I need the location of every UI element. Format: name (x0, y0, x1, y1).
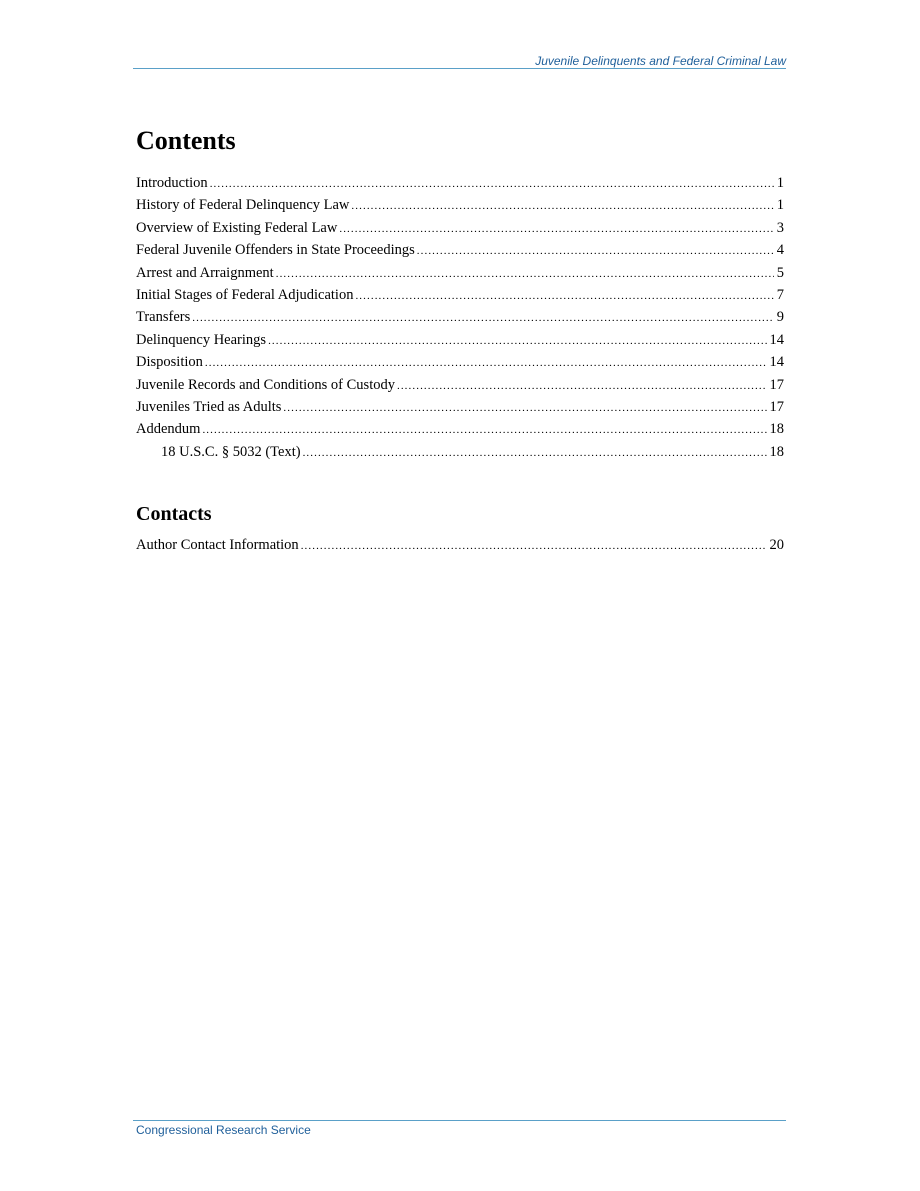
toc-leader-dots (351, 197, 773, 215)
toc-entry-label: Juveniles Tried as Adults (136, 398, 282, 415)
contacts-list (136, 536, 784, 558)
toc-entry-initial-stages[interactable] (136, 286, 784, 308)
footer-publisher: Congressional Research Service (136, 1123, 311, 1137)
toc-page-number: 4 (776, 242, 784, 259)
toc-page-number: 5 (776, 264, 784, 281)
toc-leader-dots (283, 399, 766, 417)
toc-entry-introduction[interactable] (136, 174, 784, 196)
toc-entry-label: Initial Stages of Federal Adjudication (136, 286, 354, 303)
toc-leader-dots (417, 242, 774, 260)
toc-entry-overview[interactable] (136, 219, 784, 241)
toc-leader-dots (268, 332, 766, 350)
toc-entry-state-proceedings[interactable] (136, 241, 784, 263)
toc-page-number: 7 (776, 286, 784, 303)
toc-leader-dots (303, 444, 767, 462)
toc-entry-arrest[interactable] (136, 264, 784, 286)
toc-leader-dots (192, 309, 774, 327)
toc-leader-dots (339, 220, 773, 238)
toc-leader-dots (210, 175, 774, 193)
toc-entry-transfers[interactable] (136, 308, 784, 330)
toc-page-number: 14 (769, 354, 784, 371)
toc-leader-dots (355, 287, 773, 305)
toc-entry-label: 18 U.S.C. § 5032 (Text) (161, 443, 301, 460)
toc-leader-dots (205, 354, 767, 372)
toc-leader-dots (301, 537, 767, 555)
toc-entry-label: Arrest and Arraignment (136, 264, 274, 281)
toc-entry-usc-5032-text[interactable] (136, 443, 784, 465)
toc-leader-dots (202, 421, 766, 439)
toc-entry-author-contact[interactable] (136, 536, 784, 558)
toc-entry-label: Introduction (136, 175, 208, 191)
toc-entry-label: Juvenile Records and Conditions of Custody (136, 376, 395, 393)
toc-page-number: 3 (776, 219, 784, 236)
toc-entry-label: Transfers (136, 309, 191, 326)
table-of-contents (136, 174, 784, 465)
toc-page-number: 17 (769, 398, 784, 415)
toc-entry-label: Federal Juvenile Offenders in State Proceedings (136, 242, 415, 259)
toc-leader-dots (397, 377, 767, 395)
toc-entry-label: Disposition (136, 354, 203, 371)
toc-entry-label: History of Federal Delinquency Law (136, 197, 350, 214)
header-divider (133, 68, 786, 69)
toc-entry-label: Overview of Existing Federal Law (136, 219, 338, 236)
contents-heading: Contents (136, 126, 236, 155)
toc-leader-dots (276, 265, 774, 283)
running-header: Juvenile Delinquents and Federal Criminal Law (535, 54, 786, 68)
toc-page-number: 18 (769, 443, 784, 460)
toc-entry-label: Addendum (136, 421, 201, 438)
toc-entry-history[interactable] (136, 196, 784, 218)
contacts-heading: Contacts (136, 503, 212, 525)
toc-page-number: 14 (769, 331, 784, 348)
toc-entry-label: Author Contact Information (136, 537, 299, 553)
toc-page-number: 1 (776, 197, 784, 214)
toc-entry-juvenile-records[interactable] (136, 376, 784, 398)
toc-page-number: 1 (776, 175, 784, 191)
toc-entry-tried-as-adults[interactable] (136, 398, 784, 420)
toc-page-number: 20 (769, 537, 784, 553)
toc-entry-label: Delinquency Hearings (136, 331, 267, 348)
toc-entry-delinquency-hearings[interactable] (136, 331, 784, 353)
toc-page-number: 18 (769, 421, 784, 438)
footer-divider (133, 1120, 786, 1121)
toc-entry-disposition[interactable] (136, 353, 784, 375)
toc-page-number: 17 (769, 376, 784, 393)
toc-entry-addendum[interactable] (136, 420, 784, 442)
toc-page-number: 9 (776, 309, 784, 326)
